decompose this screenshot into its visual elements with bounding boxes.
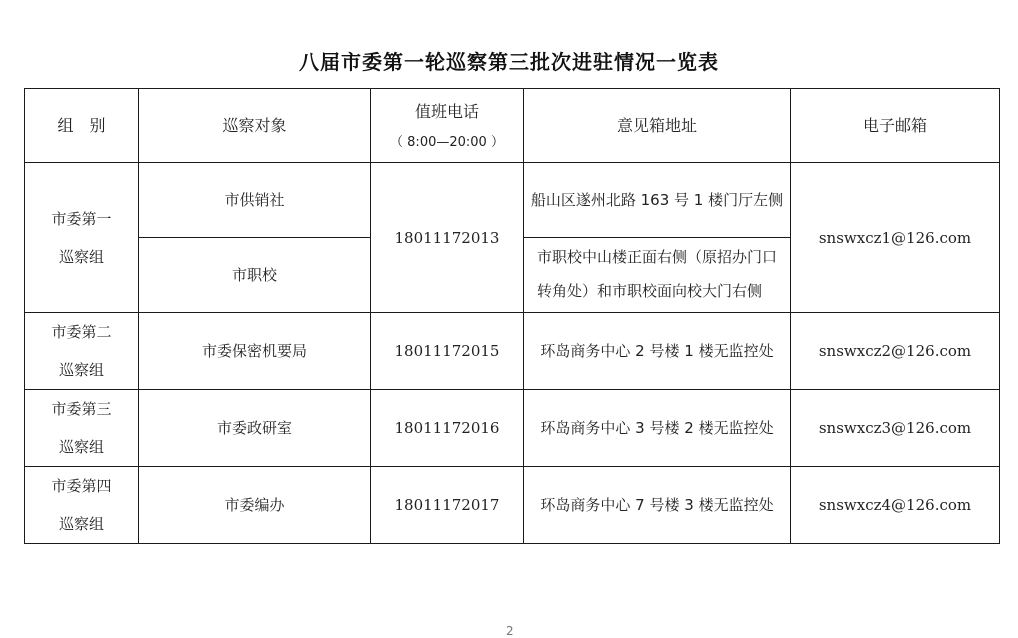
header-phone xyxy=(371,89,524,163)
address-cell: 市职校中山楼正面右侧（原招办门口 转角处）和市职校面向校大门右侧 xyxy=(524,238,791,313)
header-email: 电子邮箱 xyxy=(791,89,1000,163)
email-cell: snswxcz3@126.com xyxy=(791,390,1000,467)
target-cell: 市委编办 xyxy=(139,467,371,544)
email-cell: snswxcz4@126.com xyxy=(791,467,1000,544)
address-cell: 环岛商务中心 7 号楼 3 楼无监控处 xyxy=(524,467,791,544)
target-cell: 市供销社 xyxy=(139,163,371,238)
header-phone-label: 值班电话 xyxy=(414,101,479,121)
page-title: 八届市委第一轮巡察第三批次进驻情况一览表 xyxy=(299,50,719,74)
address-cell: 环岛商务中心 2 号楼 1 楼无监控处 xyxy=(524,313,791,390)
phone-cell: 18011172016 xyxy=(371,390,524,467)
table-row xyxy=(25,467,1000,544)
phone-cell: 18011172017 xyxy=(371,467,524,544)
table-header-row xyxy=(25,89,1000,163)
phone-cell: 18011172015 xyxy=(371,313,524,390)
group-cell: 市委第二 巡察组 xyxy=(25,313,139,390)
address-cell: 环岛商务中心 3 号楼 2 楼无监控处 xyxy=(524,390,791,467)
address-cell: 船山区遂州北路 163 号 1 楼门厅左侧 xyxy=(524,163,791,238)
group-cell: 市委第三 巡察组 xyxy=(25,390,139,467)
header-phone-hours: （ 8:00—20:00 ） xyxy=(390,134,504,150)
table-row xyxy=(25,313,1000,390)
group-cell: 市委第四 巡察组 xyxy=(25,467,139,544)
header-group: 组 别 xyxy=(25,89,139,163)
inspection-table xyxy=(24,88,1000,544)
target-cell: 市委政研室 xyxy=(139,390,371,467)
email-cell: snswxcz2@126.com xyxy=(791,313,1000,390)
target-cell: 市职校 xyxy=(139,238,371,313)
header-target: 巡察对象 xyxy=(139,89,371,163)
email-cell: snswxcz1@126.com xyxy=(791,163,1000,313)
header-address: 意见箱地址 xyxy=(524,89,791,163)
group-cell: 市委第一 巡察组 xyxy=(25,163,139,313)
phone-cell: 18011172013 xyxy=(371,163,524,313)
target-cell: 市委保密机要局 xyxy=(139,313,371,390)
page-number: 2 xyxy=(506,624,514,638)
table-row xyxy=(25,390,1000,467)
table-row xyxy=(25,163,1000,238)
